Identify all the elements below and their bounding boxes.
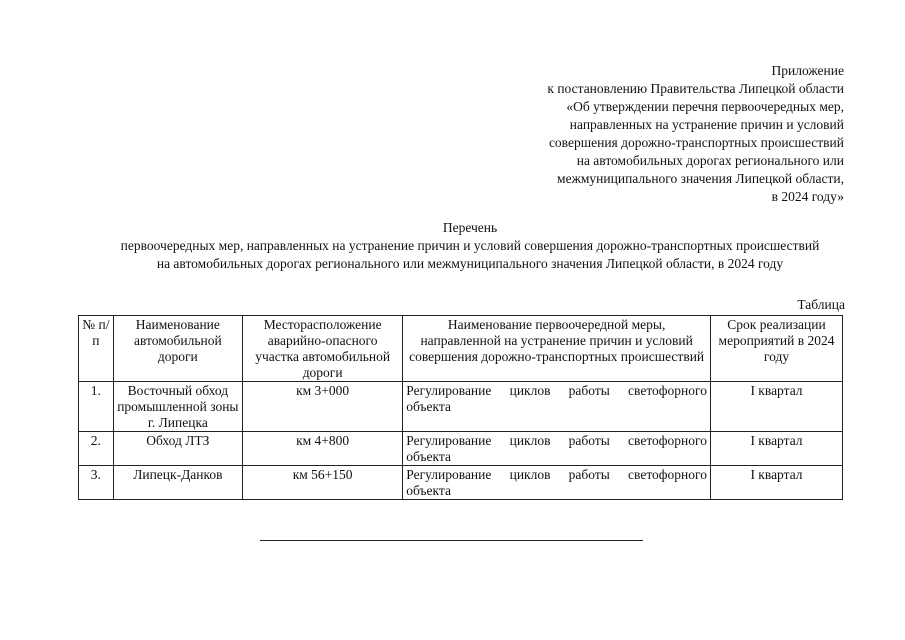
cell-road-name: Восточный обход промышленной зоны г. Липецка [113, 382, 242, 432]
document-title: Перечень [442, 220, 498, 235]
cell-road-name: Обход ЛТЗ [113, 432, 242, 466]
cell-location: км 4+800 [243, 432, 403, 466]
appendix-header [484, 62, 844, 206]
cell-location: км 3+000 [243, 382, 403, 432]
appendix-line: «Об утверждении перечня первоочередных мер, [566, 99, 844, 114]
appendix-line: совершения дорожно-транспортных происшествий [548, 135, 844, 150]
cell-number: 2. [79, 432, 114, 466]
table-row [79, 466, 843, 500]
appendix-line: межмуниципального значения Липецкой области, [557, 171, 844, 186]
appendix-line: в 2024 году» [771, 189, 844, 204]
header-road-name: Наименование автомобильной дороги [113, 316, 242, 382]
appendix-line: Приложение [771, 63, 844, 78]
appendix-line: к постановлению Правительства Липецкой области [547, 81, 844, 96]
measures-table [78, 315, 843, 500]
cell-number: 1. [79, 382, 114, 432]
cell-deadline: I квартал [710, 382, 842, 432]
header-location: Месторасположение аварийно-опасного участка автомобильной дороги [243, 316, 403, 382]
document-subtitle-line: первоочередных мер, направленных на устранение причин и условий совершения дорожно-транспортных происшествий [120, 238, 820, 253]
cell-number: 3. [79, 466, 114, 500]
cell-measure: Регулирование циклов работы светофорного объекта [403, 382, 711, 432]
header-deadline: Срок реализации мероприятий в 2024 году [710, 316, 842, 382]
cell-measure: Регулирование циклов работы светофорного объекта [403, 466, 711, 500]
appendix-line: направленных на устранение причин и условий [569, 117, 844, 132]
closing-divider-line [260, 540, 643, 541]
cell-location: км 56+150 [243, 466, 403, 500]
table-header-row [79, 316, 843, 382]
table-row [79, 382, 843, 432]
table-caption: Таблица [797, 297, 845, 312]
cell-deadline: I квартал [710, 466, 842, 500]
cell-measure: Регулирование циклов работы светофорного объекта [403, 432, 711, 466]
header-number: № п/п [79, 316, 114, 382]
header-measure: Наименование первоочередной меры, направленной на устранение причин и условий совершения дорожно-транспортных происшествий [403, 316, 711, 382]
table-row [79, 432, 843, 466]
document-subtitle-line: на автомобильных дорогах регионального или межмуниципального значения Липецкой области, в 2024 году [156, 256, 784, 271]
appendix-line: на автомобильных дорогах регионального или [576, 153, 844, 168]
document-title-block [40, 219, 900, 273]
cell-road-name: Липецк-Данков [113, 466, 242, 500]
cell-deadline: I квартал [710, 432, 842, 466]
